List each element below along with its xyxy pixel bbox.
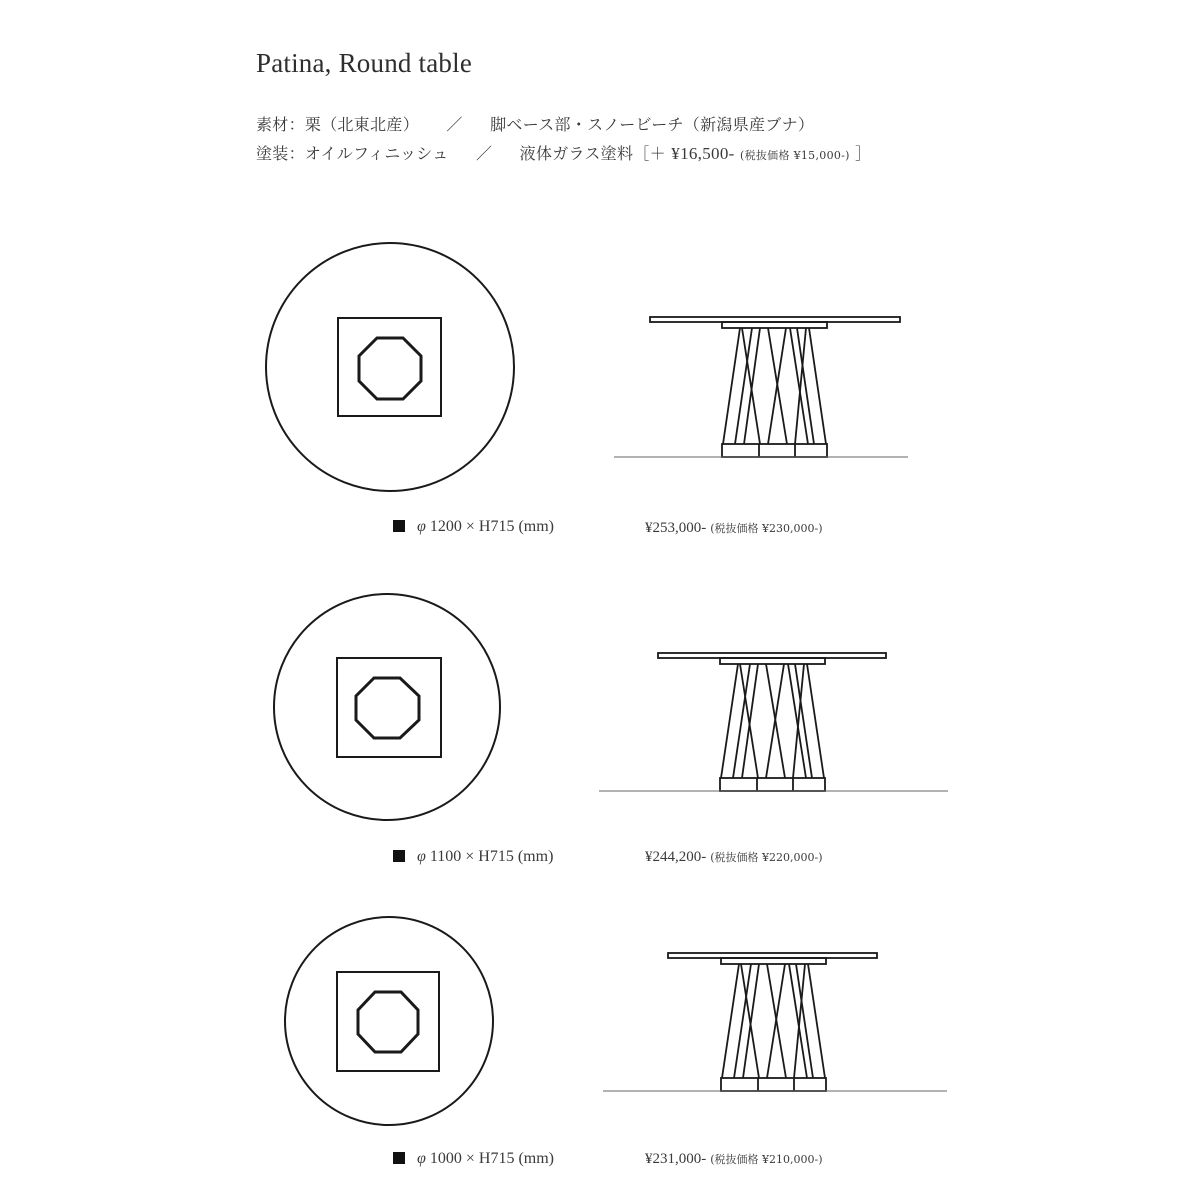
octagon-leg-outline	[359, 338, 421, 399]
size-caption-1000	[393, 1150, 554, 1168]
close-bracket: ］	[855, 144, 872, 163]
tabletop-outline	[274, 594, 500, 820]
price-1000	[645, 1151, 823, 1168]
apron	[722, 322, 827, 328]
bullet-square-icon	[393, 850, 405, 862]
tabletop-outline	[285, 917, 493, 1125]
apron	[721, 958, 826, 964]
base-plate-outline	[337, 972, 439, 1071]
bullet-square-icon	[393, 520, 405, 532]
side-view-1100	[599, 653, 948, 791]
apron	[720, 658, 825, 664]
size-label: 1000 × H715 (mm)	[429, 1150, 554, 1167]
separator: ／	[475, 144, 493, 163]
top-view-1000	[285, 917, 493, 1125]
octagon-leg-outline	[358, 992, 418, 1052]
size-caption-1200	[393, 518, 554, 536]
bullet-square-icon	[393, 1152, 405, 1164]
diameter-symbol: φ	[417, 518, 426, 535]
top-view-1200	[266, 243, 514, 491]
side-view-1000	[603, 953, 947, 1091]
tax-note: (税抜価格 ¥230,000-)	[710, 522, 823, 535]
base-plate-outline	[338, 318, 441, 416]
price-1100	[645, 849, 823, 866]
tabletop-outline	[266, 243, 514, 491]
foot-block	[721, 1078, 826, 1091]
base-plate-outline	[337, 658, 441, 757]
size-label: 1200 × H715 (mm)	[429, 518, 554, 535]
price-value: ¥253,000-	[645, 520, 707, 536]
diameter-symbol: φ	[417, 1150, 426, 1167]
tax-note: (税抜価格 ¥210,000-)	[710, 1153, 823, 1166]
tax-note: (税抜価格 ¥220,000-)	[710, 851, 823, 864]
glass-label: 液体ガラス塗料［＋	[519, 144, 666, 163]
material-label: 素材：栗（北東北産）	[256, 115, 420, 134]
size-label: 1100 × H715 (mm)	[429, 848, 554, 865]
separator: ／	[446, 115, 463, 134]
base-label: 脚ベース部・スノービーチ（新潟県産ブナ）	[490, 115, 815, 134]
size-caption-1100	[393, 848, 553, 866]
diameter-symbol: φ	[417, 848, 426, 865]
price-value: ¥231,000-	[645, 1151, 707, 1167]
side-view-1200	[614, 317, 908, 457]
price-value: ¥244,200-	[645, 849, 707, 865]
page-title: Patina, Round table	[256, 48, 473, 78]
finish-label: 塗装：オイルフィニッシュ	[256, 144, 449, 163]
octagon-leg-outline	[356, 678, 419, 738]
foot-block	[722, 444, 827, 457]
top-view-1100	[274, 594, 500, 820]
glass-price: ¥16,500-	[671, 144, 735, 163]
foot-block	[720, 778, 825, 791]
price-1200	[645, 520, 823, 537]
glass-tax-note: (税抜価格 ¥15,000-)	[739, 149, 850, 162]
